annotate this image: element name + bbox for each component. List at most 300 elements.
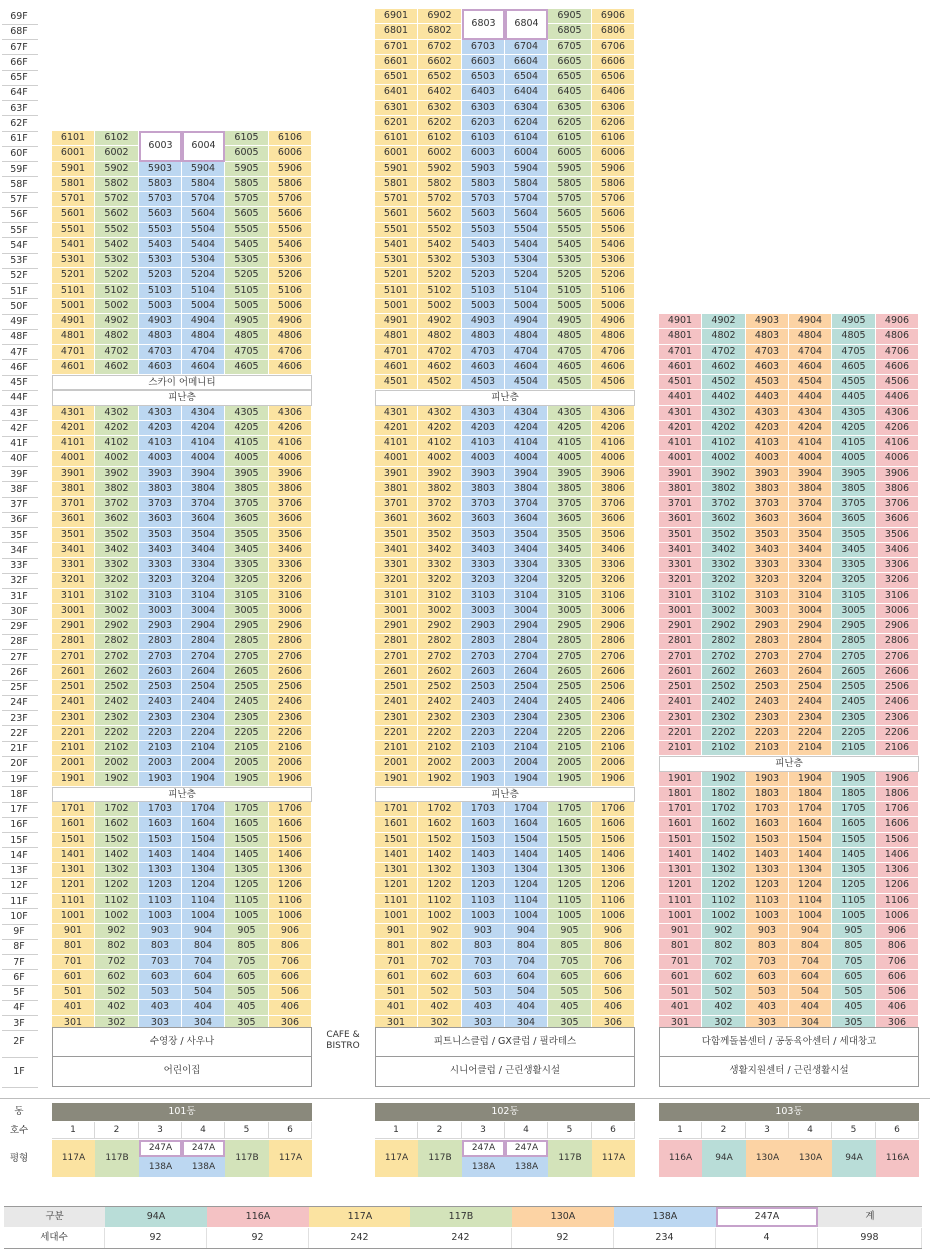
unit-cell[interactable]: 1005 <box>548 909 592 924</box>
unit-cell[interactable]: 4106 <box>876 436 919 451</box>
unit-cell[interactable]: 1501 <box>52 833 95 848</box>
unit-cell[interactable]: 3003 <box>462 604 505 619</box>
unit-cell[interactable]: 3604 <box>505 512 548 527</box>
unit-cell[interactable]: 1104 <box>789 894 832 909</box>
unit-cell[interactable]: 506 <box>269 985 312 1000</box>
unit-cell[interactable]: 5906 <box>269 162 312 177</box>
unit-cell[interactable]: 5205 <box>548 268 592 283</box>
unit-cell[interactable]: 1302 <box>95 863 139 878</box>
unit-cell[interactable]: 2703 <box>462 650 505 665</box>
unit-cell[interactable]: 4203 <box>746 421 789 436</box>
unit-cell[interactable]: 5504 <box>505 223 548 238</box>
unit-cell[interactable]: 1506 <box>269 833 312 848</box>
unit-cell[interactable]: 902 <box>702 924 746 939</box>
unit-cell[interactable]: 903 <box>746 924 789 939</box>
unit-cell[interactable]: 5803 <box>462 177 505 192</box>
unit-cell[interactable]: 3601 <box>52 512 95 527</box>
unit-cell[interactable]: 5106 <box>269 284 312 299</box>
unit-cell[interactable]: 505 <box>832 985 876 1000</box>
unit-cell[interactable]: 5203 <box>139 268 182 283</box>
unit-cell[interactable]: 503 <box>139 985 182 1000</box>
unit-cell[interactable]: 3705 <box>832 497 876 512</box>
unit-cell[interactable]: 2102 <box>418 741 462 756</box>
unit-cell[interactable]: 3901 <box>659 467 702 482</box>
unit-cell[interactable]: 2404 <box>505 695 548 710</box>
unit-cell[interactable]: 2902 <box>95 619 139 634</box>
unit-cell[interactable]: 5301 <box>375 253 418 268</box>
unit-cell[interactable]: 902 <box>95 924 139 939</box>
unit-cell[interactable]: 2503 <box>139 680 182 695</box>
unit-cell[interactable]: 3001 <box>52 604 95 619</box>
unit-cell[interactable]: 2503 <box>746 680 789 695</box>
unit-cell[interactable]: 5602 <box>418 207 462 222</box>
unit-cell[interactable]: 1501 <box>375 833 418 848</box>
unit-cell[interactable]: 2601 <box>375 665 418 680</box>
unit-cell[interactable]: 1406 <box>592 848 635 863</box>
unit-cell[interactable]: 3602 <box>702 512 746 527</box>
unit-cell[interactable]: 4103 <box>746 436 789 451</box>
unit-cell[interactable]: 1203 <box>746 878 789 893</box>
unit-cell[interactable]: 6502 <box>418 70 462 85</box>
unit-cell[interactable]: 1003 <box>139 909 182 924</box>
unit-cell[interactable]: 3004 <box>789 604 832 619</box>
unit-cell[interactable]: 2201 <box>375 726 418 741</box>
unit-cell[interactable]: 2602 <box>418 665 462 680</box>
unit-cell[interactable]: 6703 <box>462 40 505 55</box>
unit-cell[interactable]: 3706 <box>269 497 312 512</box>
unit-cell[interactable]: 4605 <box>225 360 269 375</box>
unit-cell[interactable]: 3803 <box>462 482 505 497</box>
unit-cell[interactable]: 906 <box>269 924 312 939</box>
unit-cell[interactable]: 3102 <box>418 589 462 604</box>
unit-cell[interactable]: 5005 <box>225 299 269 314</box>
unit-cell[interactable]: 3805 <box>225 482 269 497</box>
unit-cell[interactable]: 2603 <box>746 665 789 680</box>
unit-cell[interactable]: 5302 <box>95 253 139 268</box>
unit-cell[interactable]: 1002 <box>702 909 746 924</box>
unit-cell[interactable]: 3203 <box>139 573 182 588</box>
unit-cell[interactable]: 4805 <box>225 329 269 344</box>
unit-cell[interactable]: 5506 <box>269 223 312 238</box>
unit-cell[interactable]: 2501 <box>52 680 95 695</box>
unit-cell[interactable]: 801 <box>52 939 95 954</box>
unit-cell[interactable]: 4806 <box>592 329 635 344</box>
unit-cell[interactable]: 3906 <box>592 467 635 482</box>
unit-cell[interactable]: 4904 <box>505 314 548 329</box>
unit-cell[interactable]: 402 <box>95 1000 139 1015</box>
unit-cell[interactable]: 2704 <box>789 650 832 665</box>
unit-cell[interactable]: 4606 <box>592 360 635 375</box>
unit-cell[interactable]: 4506 <box>876 375 919 390</box>
unit-cell[interactable]: 3403 <box>746 543 789 558</box>
unit-cell[interactable]: 3103 <box>746 589 789 604</box>
unit-cell[interactable]: 1903 <box>139 772 182 787</box>
unit-cell[interactable]: 3505 <box>225 528 269 543</box>
unit-cell[interactable]: 4706 <box>269 345 312 360</box>
unit-cell[interactable]: 3805 <box>548 482 592 497</box>
unit-cell[interactable]: 4804 <box>789 329 832 344</box>
unit-cell[interactable]: 1304 <box>182 863 225 878</box>
unit-cell[interactable]: 5205 <box>225 268 269 283</box>
unit-cell[interactable]: 2303 <box>139 711 182 726</box>
unit-cell[interactable]: 6505 <box>548 70 592 85</box>
unit-cell[interactable]: 2702 <box>95 650 139 665</box>
unit-cell[interactable]: 3104 <box>505 589 548 604</box>
unit-cell[interactable]: 4304 <box>789 406 832 421</box>
unit-cell[interactable]: 2205 <box>832 726 876 741</box>
unit-cell[interactable]: 4102 <box>702 436 746 451</box>
unit-cell[interactable]: 4005 <box>225 451 269 466</box>
unit-cell[interactable]: 404 <box>182 1000 225 1015</box>
unit-cell[interactable]: 1405 <box>548 848 592 863</box>
unit-cell[interactable]: 3003 <box>746 604 789 619</box>
unit-cell[interactable]: 701 <box>375 955 418 970</box>
unit-cell[interactable]: 4306 <box>592 406 635 421</box>
unit-cell[interactable]: 4501 <box>375 375 418 390</box>
unit-cell[interactable]: 605 <box>548 970 592 985</box>
unit-cell[interactable]: 3603 <box>746 512 789 527</box>
unit-cell[interactable]: 1305 <box>548 863 592 878</box>
unit-cell[interactable]: 801 <box>375 939 418 954</box>
unit-cell[interactable]: 5004 <box>182 299 225 314</box>
unit-cell[interactable]: 3702 <box>702 497 746 512</box>
unit-cell[interactable]: 3905 <box>225 467 269 482</box>
unit-cell[interactable]: 4602 <box>95 360 139 375</box>
unit-cell[interactable]: 2503 <box>462 680 505 695</box>
unit-cell[interactable]: 3802 <box>95 482 139 497</box>
unit-cell[interactable]: 1305 <box>225 863 269 878</box>
unit-cell[interactable]: 4106 <box>592 436 635 451</box>
unit-cell[interactable]: 1002 <box>418 909 462 924</box>
unit-cell[interactable]: 2702 <box>702 650 746 665</box>
unit-cell[interactable]: 1601 <box>375 817 418 832</box>
unit-cell[interactable]: 4901 <box>375 314 418 329</box>
unit-cell[interactable]: 706 <box>269 955 312 970</box>
unit-cell[interactable]: 3203 <box>746 573 789 588</box>
unit-cell[interactable]: 6802 <box>418 24 462 39</box>
unit-cell[interactable]: 5902 <box>418 162 462 177</box>
unit-cell[interactable]: 603 <box>462 970 505 985</box>
unit-cell[interactable]: 1602 <box>702 817 746 832</box>
unit-cell[interactable]: 3704 <box>505 497 548 512</box>
unit-cell[interactable]: 4102 <box>418 436 462 451</box>
unit-cell[interactable]: 3006 <box>876 604 919 619</box>
unit-cell[interactable]: 1705 <box>548 802 592 817</box>
unit-cell[interactable]: 5606 <box>592 207 635 222</box>
unit-cell[interactable]: 1306 <box>269 863 312 878</box>
unit-cell[interactable]: 6103 <box>462 131 505 146</box>
unit-cell[interactable]: 6902 <box>418 9 462 24</box>
unit-cell[interactable]: 1703 <box>462 802 505 817</box>
unit-cell[interactable]: 5805 <box>548 177 592 192</box>
unit-cell[interactable]: 3506 <box>876 528 919 543</box>
unit-cell[interactable]: 5901 <box>375 162 418 177</box>
unit-cell[interactable]: 5803 <box>139 177 182 192</box>
unit-cell[interactable]: 1602 <box>418 817 462 832</box>
unit-cell[interactable]: 3506 <box>269 528 312 543</box>
unit-cell[interactable]: 4503 <box>462 375 505 390</box>
unit-cell[interactable]: 4303 <box>746 406 789 421</box>
unit-cell[interactable]: 5506 <box>592 223 635 238</box>
unit-cell[interactable]: 3303 <box>462 558 505 573</box>
unit-cell[interactable]: 2601 <box>659 665 702 680</box>
unit-cell[interactable]: 3301 <box>52 558 95 573</box>
unit-cell[interactable]: 1604 <box>789 817 832 832</box>
unit-cell[interactable]: 4003 <box>746 451 789 466</box>
unit-cell[interactable]: 1906 <box>592 772 635 787</box>
unit-cell[interactable]: 4606 <box>876 360 919 375</box>
unit-cell[interactable]: 305 <box>548 1016 592 1031</box>
unit-cell[interactable]: 802 <box>95 939 139 954</box>
unit-cell[interactable]: 3803 <box>746 482 789 497</box>
unit-cell[interactable]: 2203 <box>462 726 505 741</box>
unit-cell[interactable]: 603 <box>139 970 182 985</box>
unit-cell[interactable]: 3502 <box>702 528 746 543</box>
unit-cell[interactable]: 4803 <box>139 329 182 344</box>
unit-cell[interactable]: 2106 <box>269 741 312 756</box>
unit-cell[interactable]: 4001 <box>375 451 418 466</box>
unit-cell[interactable]: 3606 <box>592 512 635 527</box>
unit-cell[interactable]: 2402 <box>418 695 462 710</box>
unit-cell[interactable]: 1504 <box>182 833 225 848</box>
unit-cell[interactable]: 6702 <box>418 40 462 55</box>
unit-cell[interactable]: 1403 <box>462 848 505 863</box>
unit-cell[interactable]: 6402 <box>418 85 462 100</box>
unit-cell[interactable]: 1206 <box>269 878 312 893</box>
unit-cell[interactable]: 2805 <box>225 634 269 649</box>
unit-cell[interactable]: 4903 <box>139 314 182 329</box>
unit-cell[interactable]: 2902 <box>418 619 462 634</box>
unit-cell[interactable]: 4604 <box>182 360 225 375</box>
unit-cell[interactable]: 5305 <box>548 253 592 268</box>
unit-cell[interactable]: 4201 <box>52 421 95 436</box>
unit-cell[interactable]: 904 <box>789 924 832 939</box>
unit-cell[interactable]: 4804 <box>505 329 548 344</box>
unit-cell[interactable]: 1905 <box>548 772 592 787</box>
unit-cell[interactable]: 3204 <box>789 573 832 588</box>
unit-cell[interactable]: 1603 <box>746 817 789 832</box>
unit-cell[interactable]: 1702 <box>418 802 462 817</box>
unit-cell[interactable]: 503 <box>462 985 505 1000</box>
unit-cell[interactable]: 703 <box>139 955 182 970</box>
unit-cell[interactable]: 4006 <box>592 451 635 466</box>
unit-cell[interactable]: 3202 <box>418 573 462 588</box>
unit-cell[interactable]: 2901 <box>375 619 418 634</box>
unit-cell[interactable]: 2201 <box>659 726 702 741</box>
unit-cell[interactable]: 706 <box>592 955 635 970</box>
unit-cell[interactable]: 3201 <box>375 573 418 588</box>
unit-cell[interactable]: 5802 <box>95 177 139 192</box>
unit-cell[interactable]: 4802 <box>702 329 746 344</box>
unit-cell[interactable]: 1201 <box>52 878 95 893</box>
unit-cell[interactable]: 3204 <box>182 573 225 588</box>
unit-cell[interactable]: 3403 <box>462 543 505 558</box>
unit-cell[interactable]: 1403 <box>746 848 789 863</box>
unit-cell[interactable]: 1001 <box>659 909 702 924</box>
unit-cell[interactable]: 2106 <box>592 741 635 756</box>
unit-cell[interactable]: 3306 <box>269 558 312 573</box>
unit-cell[interactable]: 3102 <box>95 589 139 604</box>
unit-cell[interactable]: 4603 <box>462 360 505 375</box>
unit-cell[interactable]: 4903 <box>746 314 789 329</box>
unit-cell[interactable]: 805 <box>225 939 269 954</box>
unit-cell[interactable]: 4402 <box>702 390 746 405</box>
unit-cell[interactable]: 404 <box>789 1000 832 1015</box>
unit-cell[interactable]: 502 <box>702 985 746 1000</box>
unit-cell[interactable]: 6202 <box>418 116 462 131</box>
unit-cell[interactable]: 4802 <box>418 329 462 344</box>
unit-cell[interactable]: 4005 <box>548 451 592 466</box>
unit-cell[interactable]: 2405 <box>832 695 876 710</box>
unit-cell[interactable]: 4702 <box>418 345 462 360</box>
unit-cell[interactable]: 3302 <box>95 558 139 573</box>
unit-cell[interactable]: 3804 <box>505 482 548 497</box>
unit-cell[interactable]: 4905 <box>548 314 592 329</box>
unit-cell[interactable]: 6002 <box>418 146 462 161</box>
unit-cell[interactable]: 2705 <box>225 650 269 665</box>
unit-cell[interactable]: 3002 <box>418 604 462 619</box>
unit-cell[interactable]: 6605 <box>548 55 592 70</box>
unit-cell[interactable]: 3706 <box>592 497 635 512</box>
unit-cell[interactable]: 3405 <box>548 543 592 558</box>
unit-cell[interactable]: 6604 <box>505 55 548 70</box>
unit-cell[interactable]: 5006 <box>269 299 312 314</box>
unit-cell[interactable]: 2104 <box>789 741 832 756</box>
unit-cell[interactable]: 4002 <box>418 451 462 466</box>
unit-cell[interactable]: 303 <box>462 1016 505 1031</box>
unit-cell[interactable]: 1603 <box>462 817 505 832</box>
unit-cell[interactable]: 1202 <box>702 878 746 893</box>
unit-cell[interactable]: 1403 <box>139 848 182 863</box>
unit-cell[interactable]: 5303 <box>462 253 505 268</box>
unit-cell[interactable]: 2803 <box>139 634 182 649</box>
unit-cell[interactable]: 5001 <box>375 299 418 314</box>
unit-cell[interactable]: 4001 <box>52 451 95 466</box>
unit-cell[interactable]: 802 <box>418 939 462 954</box>
unit-cell[interactable]: 403 <box>746 1000 789 1015</box>
unit-cell[interactable]: 5703 <box>139 192 182 207</box>
unit-cell[interactable]: 4002 <box>702 451 746 466</box>
unit-cell[interactable]: 604 <box>789 970 832 985</box>
unit-cell[interactable]: 3205 <box>225 573 269 588</box>
unit-cell[interactable]: 1105 <box>225 894 269 909</box>
unit-cell[interactable]: 1606 <box>876 817 919 832</box>
unit-cell[interactable]: 4706 <box>876 345 919 360</box>
unit-cell[interactable]: 706 <box>876 955 919 970</box>
unit-cell[interactable]: 3306 <box>876 558 919 573</box>
unit-cell[interactable]: 4701 <box>659 345 702 360</box>
unit-cell[interactable]: 401 <box>659 1000 702 1015</box>
unit-cell[interactable]: 5503 <box>462 223 505 238</box>
unit-cell[interactable]: 1105 <box>548 894 592 909</box>
unit-cell[interactable]: 2305 <box>225 711 269 726</box>
unit-cell[interactable]: 3001 <box>375 604 418 619</box>
unit-cell[interactable]: 2103 <box>746 741 789 756</box>
unit-cell[interactable]: 3003 <box>139 604 182 619</box>
unit-cell[interactable]: 2906 <box>876 619 919 634</box>
unit-cell[interactable]: 3401 <box>375 543 418 558</box>
unit-cell[interactable]: 1406 <box>876 848 919 863</box>
unit-cell[interactable]: 2101 <box>52 741 95 756</box>
unit-cell[interactable]: 301 <box>375 1016 418 1031</box>
unit-cell[interactable]: 1402 <box>95 848 139 863</box>
unit-cell[interactable]: 2701 <box>659 650 702 665</box>
unit-cell[interactable]: 604 <box>182 970 225 985</box>
unit-cell[interactable]: 3805 <box>832 482 876 497</box>
unit-cell[interactable]: 1401 <box>52 848 95 863</box>
unit-cell[interactable]: 1103 <box>462 894 505 909</box>
unit-cell[interactable]: 6806 <box>592 24 635 39</box>
unit-cell[interactable]: 5202 <box>418 268 462 283</box>
unit-cell[interactable]: 803 <box>462 939 505 954</box>
unit-cell[interactable]: 306 <box>592 1016 635 1031</box>
unit-cell[interactable]: 2602 <box>702 665 746 680</box>
unit-cell[interactable]: 2005 <box>225 756 269 771</box>
unit-cell[interactable]: 4301 <box>52 406 95 421</box>
unit-cell[interactable]: 3001 <box>659 604 702 619</box>
unit-cell[interactable]: 5402 <box>95 238 139 253</box>
unit-cell[interactable]: 2806 <box>876 634 919 649</box>
unit-cell[interactable]: 6906 <box>592 9 635 24</box>
unit-cell[interactable]: 2101 <box>375 741 418 756</box>
unit-cell[interactable]: 5504 <box>182 223 225 238</box>
unit-cell[interactable]: 2804 <box>505 634 548 649</box>
unit-cell[interactable]: 2304 <box>789 711 832 726</box>
unit-cell[interactable]: 1705 <box>225 802 269 817</box>
unit-cell[interactable]: 4205 <box>832 421 876 436</box>
unit-cell[interactable]: 4902 <box>702 314 746 329</box>
unit-cell[interactable]: 4401 <box>659 390 702 405</box>
unit-cell[interactable]: 1406 <box>269 848 312 863</box>
unit-cell[interactable]: 2406 <box>592 695 635 710</box>
unit-cell[interactable]: 3801 <box>659 482 702 497</box>
unit-cell[interactable]: 401 <box>375 1000 418 1015</box>
unit-cell[interactable]: 2405 <box>225 695 269 710</box>
unit-cell[interactable]: 2002 <box>418 756 462 771</box>
unit-cell[interactable]: 402 <box>418 1000 462 1015</box>
unit-cell[interactable]: 4602 <box>702 360 746 375</box>
unit-cell[interactable]: 1201 <box>659 878 702 893</box>
unit-cell[interactable]: 605 <box>225 970 269 985</box>
unit-cell[interactable]: 4405 <box>832 390 876 405</box>
unit-cell[interactable]: 2203 <box>746 726 789 741</box>
unit-cell[interactable]: 2702 <box>418 650 462 665</box>
unit-cell[interactable]: 3104 <box>789 589 832 604</box>
unit-cell[interactable]: 4306 <box>269 406 312 421</box>
unit-cell[interactable]: 1204 <box>182 878 225 893</box>
unit-cell[interactable]: 1402 <box>418 848 462 863</box>
unit-cell[interactable]: 3303 <box>139 558 182 573</box>
unit-cell[interactable]: 4304 <box>505 406 548 421</box>
unit-cell[interactable]: 403 <box>139 1000 182 1015</box>
unit-cell[interactable]: 1202 <box>418 878 462 893</box>
unit-cell[interactable]: 3103 <box>462 589 505 604</box>
unit-cell[interactable]: 4601 <box>375 360 418 375</box>
unit-cell[interactable]: 6006 <box>269 146 312 161</box>
unit-cell[interactable]: 3303 <box>746 558 789 573</box>
unit-cell[interactable]: 5501 <box>52 223 95 238</box>
unit-cell[interactable]: 3504 <box>182 528 225 543</box>
unit-cell[interactable]: 704 <box>789 955 832 970</box>
unit-cell[interactable]: 5406 <box>592 238 635 253</box>
unit-cell[interactable]: 5604 <box>505 207 548 222</box>
unit-cell[interactable]: 4205 <box>548 421 592 436</box>
unit-cell[interactable]: 1303 <box>746 863 789 878</box>
unit-cell[interactable]: 1706 <box>876 802 919 817</box>
unit-cell[interactable]: 4502 <box>418 375 462 390</box>
unit-cell[interactable]: 302 <box>418 1016 462 1031</box>
unit-cell[interactable]: 3505 <box>832 528 876 543</box>
